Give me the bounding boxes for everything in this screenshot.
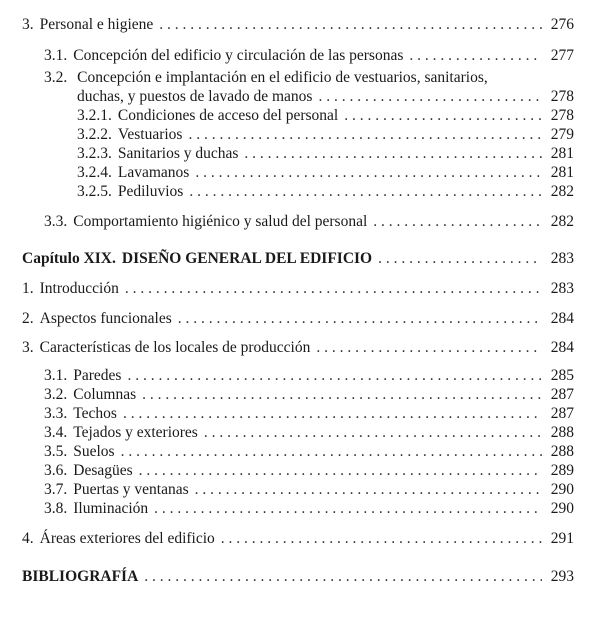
toc-entry-page: 282 [550,183,574,200]
toc-entry-page: 283 [550,280,574,297]
toc-entry-page: 277 [550,47,574,64]
toc-chapter-title: DISEÑO GENERAL DEL EDIFICIO [121,250,373,267]
toc-entry-title: Concepción del edificio y circulación de las personas [73,47,404,64]
toc-entry-page: 283 [550,250,574,267]
toc-entry-page: 276 [550,16,574,33]
toc-entry-title: Concepción e implantación en el edificio de vestuarios, sanitarios, [77,69,488,86]
toc-entry-number: 3.4. [44,424,68,441]
toc-chapter-number: Capítulo XIX. [22,250,116,267]
toc-entry-title: Aspectos funcionales [39,310,172,327]
toc-entry-title: Áreas exteriores del edificio [39,530,215,547]
leader-dots [344,106,542,126]
leader-dots [139,461,542,481]
toc-entry-number: 3.1. [44,367,68,384]
toc-entry [77,182,574,202]
leader-dots [127,366,542,386]
toc-chapter-entry [22,249,574,269]
toc-entry-number: 3.7. [44,481,68,498]
toc-entry-page: 281 [550,145,574,162]
toc-entry-title: Vestuarios [117,126,183,143]
toc-entry-title: Características de los locales de producción [39,339,311,356]
leader-dots [144,567,542,587]
toc-entry-title: Tejados y exteriores [73,424,198,441]
toc-entry-title: Techos [73,405,117,422]
toc-entry-title: Sanitarios y duchas [117,145,239,162]
leader-dots [221,529,542,549]
toc-entry-page: 278 [550,107,574,124]
toc-entry-page: 285 [550,367,574,384]
toc-entry-number: 4. [22,530,34,547]
toc-entry-title: Pediluvios [117,183,184,200]
toc-entry-title: Comportamiento higiénico y salud del personal [73,213,368,230]
toc-entry [44,423,574,443]
toc-entry-page: 290 [550,481,574,498]
toc-entry-number: 3.3. [44,213,68,230]
toc-entry-page: 281 [550,164,574,181]
toc-entry [77,163,574,183]
toc-entry-page: 287 [550,386,574,403]
toc-entry-page: 278 [550,88,574,105]
leader-dots [125,279,542,299]
toc-entry-title: BIBLIOGRAFÍA [22,568,139,585]
toc-entry-page: 287 [550,405,574,422]
toc-entry [44,480,574,500]
leader-dots [195,163,542,183]
toc-entry-title: Paredes [73,367,122,384]
toc-entry-title: Iluminación [73,500,149,517]
leader-dots [316,338,542,358]
toc-entry-number: 3. [22,339,34,356]
toc-entry-number: 3.2.1. [77,107,112,124]
leader-dots [409,46,542,66]
leader-dots [244,144,542,164]
toc-entry-page: 289 [550,462,574,479]
leader-dots [121,442,542,462]
toc-entry-page: 284 [550,339,574,356]
toc-entry [22,338,574,358]
toc-entry-title: Condiciones de acceso del personal [117,107,339,124]
toc-entry-page: 288 [550,443,574,460]
toc-entry-number: 1. [22,280,34,297]
toc-entry-title: Puertas y ventanas [73,481,189,498]
toc-entry [44,212,574,232]
toc-entry [22,529,574,549]
toc-entry [77,106,574,126]
leader-dots [373,212,542,232]
leader-dots [318,87,542,107]
toc-entry-number: 3.1. [44,47,68,64]
toc-entry [44,404,574,424]
toc-entry-title-continuation: duchas, y puestos de lavado de manos [77,88,313,105]
toc-entry [44,385,574,405]
toc-entry [44,499,574,519]
toc-entry-page: 284 [550,310,574,327]
toc-entry [22,309,574,329]
toc-entry [44,366,574,386]
toc-entry [44,442,574,462]
toc-entry-number: 3.2.3. [77,145,112,162]
toc-entry [44,46,574,66]
toc-entry-number: 3.8. [44,500,68,517]
leader-dots [142,385,542,405]
toc-entry-page: 288 [550,424,574,441]
toc-entry-number: 3.2. [44,386,68,403]
toc-entry-number: 3. [22,16,34,33]
toc-entry-title: Personal e higiene [39,16,154,33]
toc-entry-number: 3.2.2. [77,126,112,143]
toc-entry-number: 3.5. [44,443,68,460]
toc-entry-number: 3.3. [44,405,68,422]
toc-entry-page: 282 [550,213,574,230]
toc-entry [22,279,574,299]
toc-entry-number: 3.2. [44,69,68,86]
toc-entry [77,144,574,164]
leader-dots [159,15,542,35]
leader-dots [188,125,542,145]
toc-entry-number: 2. [22,310,34,327]
toc-entry-number: 3.6. [44,462,68,479]
toc-entry-title: Desagües [73,462,133,479]
toc-bibliography-entry [22,567,574,587]
toc-entry [22,15,574,35]
leader-dots [204,423,542,443]
leader-dots [154,499,542,519]
leader-dots [195,480,542,500]
toc-entry-title: Introducción [39,280,119,297]
leader-dots [189,182,542,202]
toc-entry-number: 3.2.4. [77,164,112,181]
toc-entry-title: Columnas [73,386,137,403]
toc-entry [44,461,574,481]
toc-entry-page: 293 [550,568,574,585]
toc-entry [77,125,574,145]
toc-entry [77,87,574,107]
toc-entry-number: 3.2.5. [77,183,112,200]
toc-entry-multiline [44,68,488,88]
leader-dots [378,249,542,269]
leader-dots [178,309,542,329]
toc-entry-page: 290 [550,500,574,517]
toc-entry-title: Suelos [73,443,115,460]
leader-dots [123,404,542,424]
toc-entry-page: 279 [550,126,574,143]
toc-entry-page: 291 [550,530,574,547]
toc-entry-title: Lavamanos [117,164,190,181]
